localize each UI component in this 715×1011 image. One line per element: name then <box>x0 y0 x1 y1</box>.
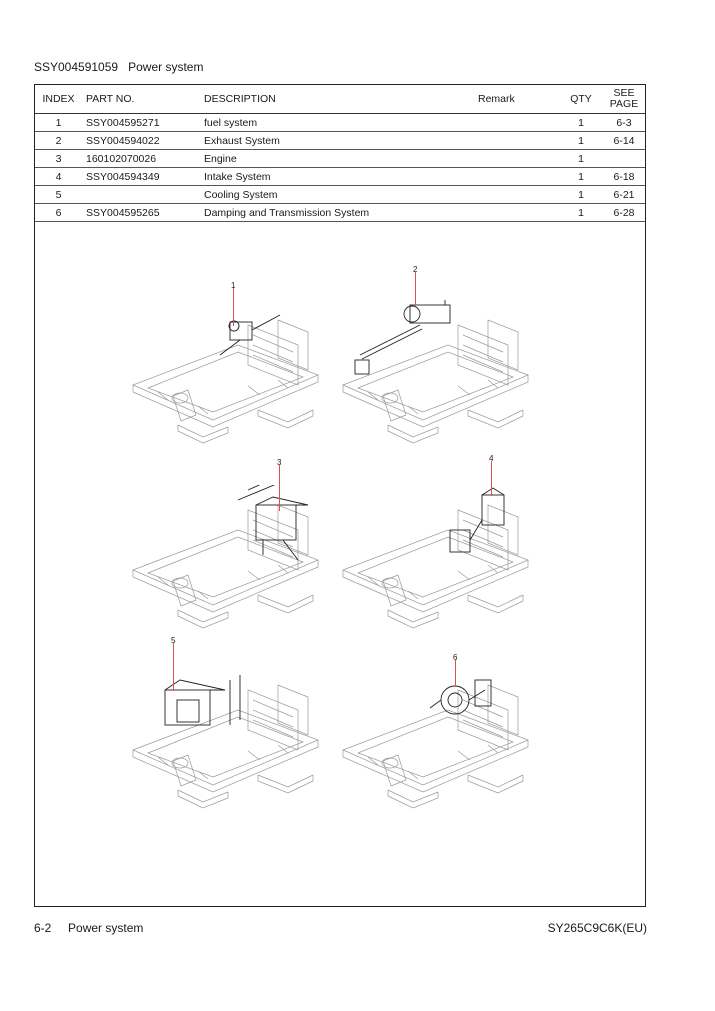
chassis-drawing <box>128 485 323 635</box>
parts-table <box>35 85 645 222</box>
cell-description: fuel system <box>204 114 478 132</box>
chassis-drawing <box>338 300 533 450</box>
cell-qty: 1 <box>559 186 603 204</box>
cell-see-page: 6-28 <box>603 204 645 222</box>
cell-index: 4 <box>35 168 82 186</box>
cell-qty: 1 <box>559 132 603 150</box>
cell-index: 6 <box>35 204 82 222</box>
cell-remark <box>478 114 559 132</box>
chassis-drawing <box>338 665 533 815</box>
table-row <box>35 150 645 168</box>
callout-leader <box>173 643 174 691</box>
col-see-page <box>603 85 645 114</box>
cell-description: Engine <box>204 150 478 168</box>
chassis-drawing <box>128 300 323 450</box>
callout-number: 3 <box>277 458 282 467</box>
chassis-drawing <box>128 665 323 815</box>
table-row <box>35 168 645 186</box>
footer-model: SY265C9C6K(EU) <box>547 921 647 935</box>
callout-number: 4 <box>489 454 494 463</box>
callout-number: 2 <box>413 265 418 274</box>
cell-part-no: SSY004595265 <box>82 204 204 222</box>
table-row <box>35 186 645 204</box>
footer-section: Power system <box>68 921 144 935</box>
col-qty: QTY <box>559 85 603 114</box>
callout-number: 1 <box>231 281 236 290</box>
cell-part-no: SSY004594022 <box>82 132 204 150</box>
col-index: INDEX <box>35 85 82 114</box>
cell-qty: 1 <box>559 168 603 186</box>
cell-index: 5 <box>35 186 82 204</box>
cell-see-page <box>603 150 645 168</box>
footer-left <box>34 921 143 935</box>
table-row <box>35 114 645 132</box>
table-row <box>35 204 645 222</box>
assembly-figure <box>338 665 533 815</box>
col-description: DESCRIPTION <box>204 85 478 114</box>
cell-qty: 1 <box>559 114 603 132</box>
cell-remark <box>478 150 559 168</box>
cell-description: Damping and Transmission System <box>204 204 478 222</box>
col-remark: Remark <box>478 85 559 114</box>
cell-see-page: 6-18 <box>603 168 645 186</box>
assembly-figure <box>128 665 323 815</box>
callout-number: 5 <box>171 636 176 645</box>
table-header-row <box>35 85 645 114</box>
header-title: Power system <box>128 60 204 74</box>
header-code: SSY004591059 <box>34 60 119 74</box>
chassis-drawing <box>338 485 533 635</box>
cell-part-no: SSY004595271 <box>82 114 204 132</box>
cell-remark <box>478 204 559 222</box>
cell-description: Cooling System <box>204 186 478 204</box>
callout-leader <box>415 272 416 306</box>
callout-leader <box>455 660 456 686</box>
cell-qty: 1 <box>559 150 603 168</box>
cell-remark <box>478 186 559 204</box>
cell-see-page: 6-21 <box>603 186 645 204</box>
cell-index: 3 <box>35 150 82 168</box>
cell-qty: 1 <box>559 204 603 222</box>
cell-description: Intake System <box>204 168 478 186</box>
see-line2: PAGE <box>609 98 639 110</box>
table-row <box>35 132 645 150</box>
callout-leader <box>491 461 492 496</box>
callout-leader <box>279 465 280 511</box>
assembly-figure <box>128 485 323 635</box>
cell-part-no: SSY004594349 <box>82 168 204 186</box>
cell-description: Exhaust System <box>204 132 478 150</box>
col-part-no: PART NO. <box>82 85 204 114</box>
assembly-figure <box>338 300 533 450</box>
callout-number: 6 <box>453 653 458 662</box>
assembly-figure <box>128 300 323 450</box>
cell-part-no: 160102070026 <box>82 150 204 168</box>
page-header <box>34 60 203 74</box>
cell-index: 1 <box>35 114 82 132</box>
cell-remark <box>478 168 559 186</box>
cell-index: 2 <box>35 132 82 150</box>
cell-see-page: 6-14 <box>603 132 645 150</box>
callout-leader <box>233 288 234 326</box>
footer-page: 6-2 <box>34 921 52 935</box>
assembly-figure <box>338 485 533 635</box>
cell-remark <box>478 132 559 150</box>
cell-part-no <box>82 186 204 204</box>
cell-see-page: 6-3 <box>603 114 645 132</box>
see-line1: SEE <box>613 87 635 99</box>
